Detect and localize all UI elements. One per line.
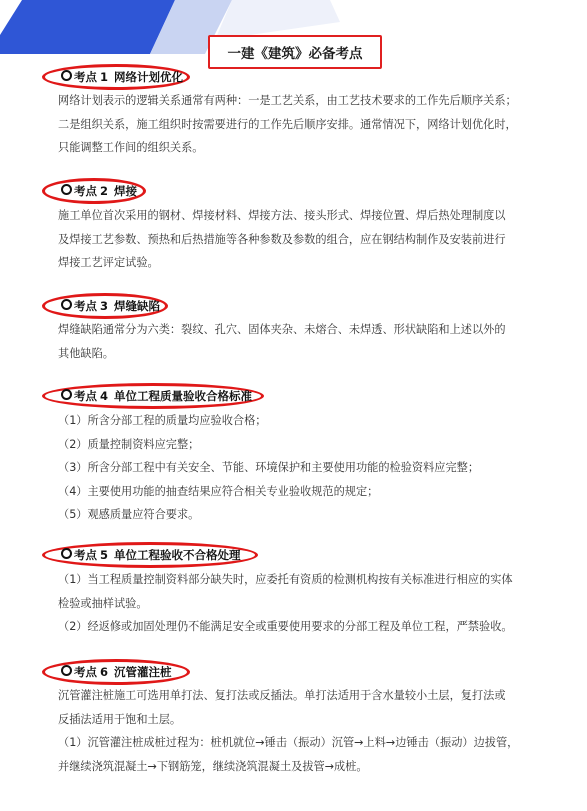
- section-heading-1: [42, 64, 190, 90]
- section-prefix: 考点: [74, 548, 97, 562]
- body-line: 焊缝缺陷通常分为六类：裂纹、孔穴、固体夹杂、未熔合、未焊透、形状缺陷和上述以外的: [58, 323, 506, 336]
- list-item: （4）主要使用功能的抽查结果应符合相关专业验收规范的规定；: [58, 484, 379, 498]
- section-title: 网络计划优化: [114, 70, 184, 84]
- body-line: 只能调整工作间的组织关系。: [58, 141, 204, 154]
- section-body-2: [58, 204, 543, 275]
- list-item: （1）当工程质量控制资料部分缺失时，应委托有资质的检测机构按有关标准进行相应的实体: [58, 573, 513, 586]
- list-item: （3）所含分部工程中有关安全、节能、环境保护和主要使用功能的检验资料应完整；: [58, 461, 480, 474]
- section-heading-4: [42, 383, 264, 409]
- list-item: （1）所含分部工程的质量均应验收合格；: [58, 414, 267, 427]
- body-line: 焊接工艺评定试验。: [58, 256, 159, 269]
- section-number: 4: [100, 389, 109, 403]
- section-prefix: 考点: [74, 184, 97, 198]
- section-heading-5: [42, 542, 258, 568]
- section-body-4: [58, 409, 543, 527]
- bullet-circle-icon: [61, 70, 72, 81]
- bullet-circle-icon: [61, 299, 72, 310]
- bullet-circle-icon: [61, 389, 72, 400]
- section-number: 2: [100, 184, 109, 198]
- list-item: （5）观感质量应符合要求。: [58, 508, 200, 521]
- section-heading-6: [42, 659, 190, 685]
- section-number: 1: [100, 70, 109, 84]
- list-item: 并继续浇筑混凝土→下钢筋笼，继续浇筑混凝土及拔管→成桩。: [58, 759, 368, 773]
- body-line: 及焊接工艺参数、预热和后热措施等各种参数及参数的组合，应在钢结构制作及安装前进行: [58, 232, 506, 246]
- section-title: 焊接: [114, 184, 138, 198]
- body-line: 反插法适用于饱和土层。: [58, 712, 182, 726]
- body-line: 其他缺陷。: [58, 346, 114, 360]
- section-title: 沉管灌注桩: [114, 665, 172, 679]
- section-prefix: 考点: [74, 70, 97, 84]
- body-line: 二是组织关系，施工组织时按需要进行的工作先后顺序安排。通常情况下，网络计划优化时，: [58, 117, 517, 131]
- section-title: 单位工程质量验收合格标准: [114, 389, 253, 403]
- section-title: 单位工程验收不合格处理: [114, 548, 241, 562]
- section-number: 5: [100, 548, 109, 562]
- bullet-circle-icon: [61, 548, 72, 559]
- body-line: 施工单位首次采用的钢材、焊接材料、焊接方法、接头形式、焊接位置、焊后热处理制度以: [58, 209, 506, 222]
- section-heading-3: [42, 293, 168, 319]
- section-heading-2: [42, 178, 146, 204]
- list-item: （1）沉管灌注桩成桩过程为：桩机就位→锤击（振动）沉管→上料→边锤击（振动）边拔管，: [58, 736, 519, 749]
- list-item: 检验或抽样试验。: [58, 596, 148, 610]
- list-item: （2）经返修或加固处理仍不能满足安全或重要使用要求的分部工程及单位工程，严禁验收。: [58, 620, 513, 633]
- section-body-6: [58, 684, 543, 778]
- body-line: 沉管灌注桩施工可选用单打法、复打法或反插法。单打法适用于含水量较小土层，复打法或: [58, 689, 506, 702]
- bullet-circle-icon: [61, 665, 72, 676]
- bullet-circle-icon: [61, 184, 72, 195]
- section-prefix: 考点: [74, 665, 97, 679]
- section-number: 3: [100, 299, 109, 313]
- section-title: 焊缝缺陷: [114, 299, 161, 313]
- section-body-1: [58, 89, 543, 160]
- section-body-3: [58, 318, 543, 365]
- section-prefix: 考点: [74, 299, 97, 313]
- section-prefix: 考点: [74, 389, 97, 403]
- list-item: （2）质量控制资料应完整；: [58, 437, 200, 451]
- body-line: 网络计划表示的逻辑关系通常有两种：一是工艺关系，由工艺技术要求的工作先后顺序关系；: [58, 94, 517, 107]
- section-body-5: [58, 568, 543, 639]
- section-number: 6: [100, 665, 109, 679]
- document-title: 一建《建筑》必备考点: [208, 35, 382, 69]
